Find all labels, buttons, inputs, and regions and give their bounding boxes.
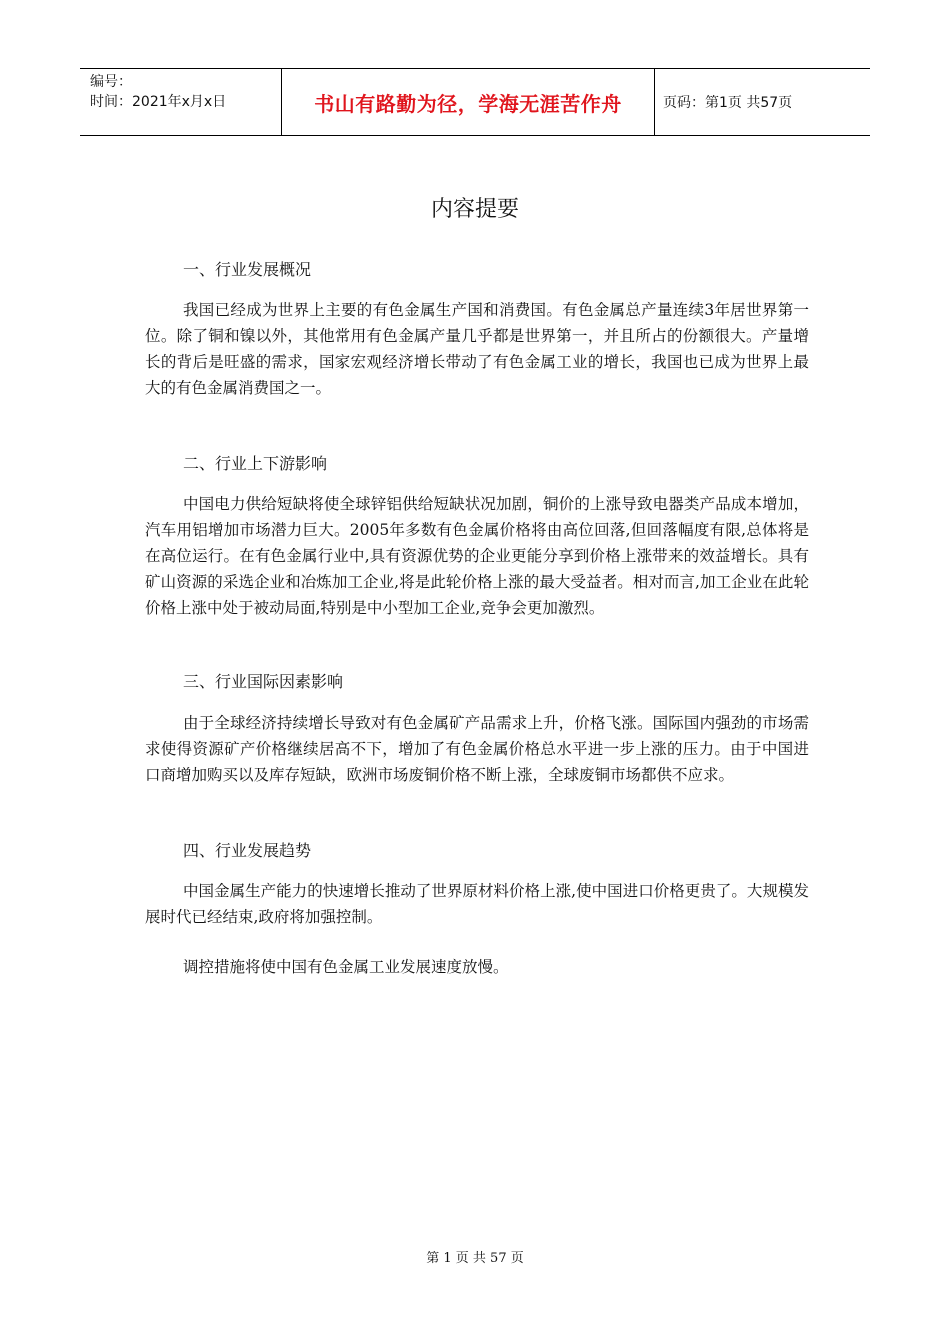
section-heading-4: 四、行业发展趋势 (183, 841, 312, 860)
header-motto: 书山有路勤为径，学海无涯苦作舟 (282, 69, 655, 135)
section-2-paragraph-1: 中国电力供给短缺将使全球锌铝供给短缺状况加剧，铜价的上涨导致电器类产品成本增加，汽车用铝增加市场潜力巨大。2005年多数有色金属价格将由高位回落,但回落幅度有限,总体将是在高位运行。在有色金属行业中,具有资源优势的企业更能分享到价格上涨带来的效益增长。具有矿山资源的采选企业和冶炼加工企业,将是此轮价格上涨的最大受益者。相对而言,加工企业在此轮价格上涨中处于被动局面,特别是中小型加工企业,竞争会更加激烈。 (145, 495, 809, 617)
section-4-paragraph-2: 调控措施将使中国有色金属工业发展速度放慢。 (183, 958, 509, 976)
section-heading-3: 三、行业国际因素影响 (183, 672, 344, 691)
section-heading-1: 一、行业发展概况 (183, 260, 312, 279)
section-1-paragraph-1: 我国已经成为世界上主要的有色金属生产国和消费国。有色金属总产量连续3年居世界第一位。除了铜和镍以外，其他常用有色金属产量几乎都是世界第一，并且所占的份额很大。产量增长的背后是旺盛的需求，国家宏观经济增长带动了有色金属工业的增长，我国也已成为世界上最大的有色金属消费国之一。 (145, 301, 809, 397)
document-title: 内容提要 (430, 197, 519, 222)
section-4-paragraph-1: 中国金属生产能力的快速增长推动了世界原材料价格上涨,使中国进口价格更贵了。大规模发展时代已经结束,政府将加强控制。 (145, 882, 809, 926)
section-3-paragraph-1: 由于全球经济持续增长导致对有色金属矿产品需求上升，价格飞涨。国际国内强劲的市场需求使得资源矿产价格继续居高不下，增加了有色金属价格总水平进一步上涨的压力。由于中国进口商增加购买以及库存短缺，欧洲市场废铜价格不断上涨，全球废铜市场都供不应求。 (145, 714, 809, 784)
header-page-info: 页码：第1页 共57页 (663, 95, 793, 111)
document-time-label: 时间：2021年x月x日 (90, 94, 227, 110)
document-number-label: 编号： (90, 74, 132, 90)
header-meta (80, 69, 282, 135)
section-heading-2: 二、行业上下游影响 (183, 454, 328, 473)
page-header (80, 68, 870, 136)
page-footer: 第 1 页 共 57 页 (426, 1251, 524, 1266)
